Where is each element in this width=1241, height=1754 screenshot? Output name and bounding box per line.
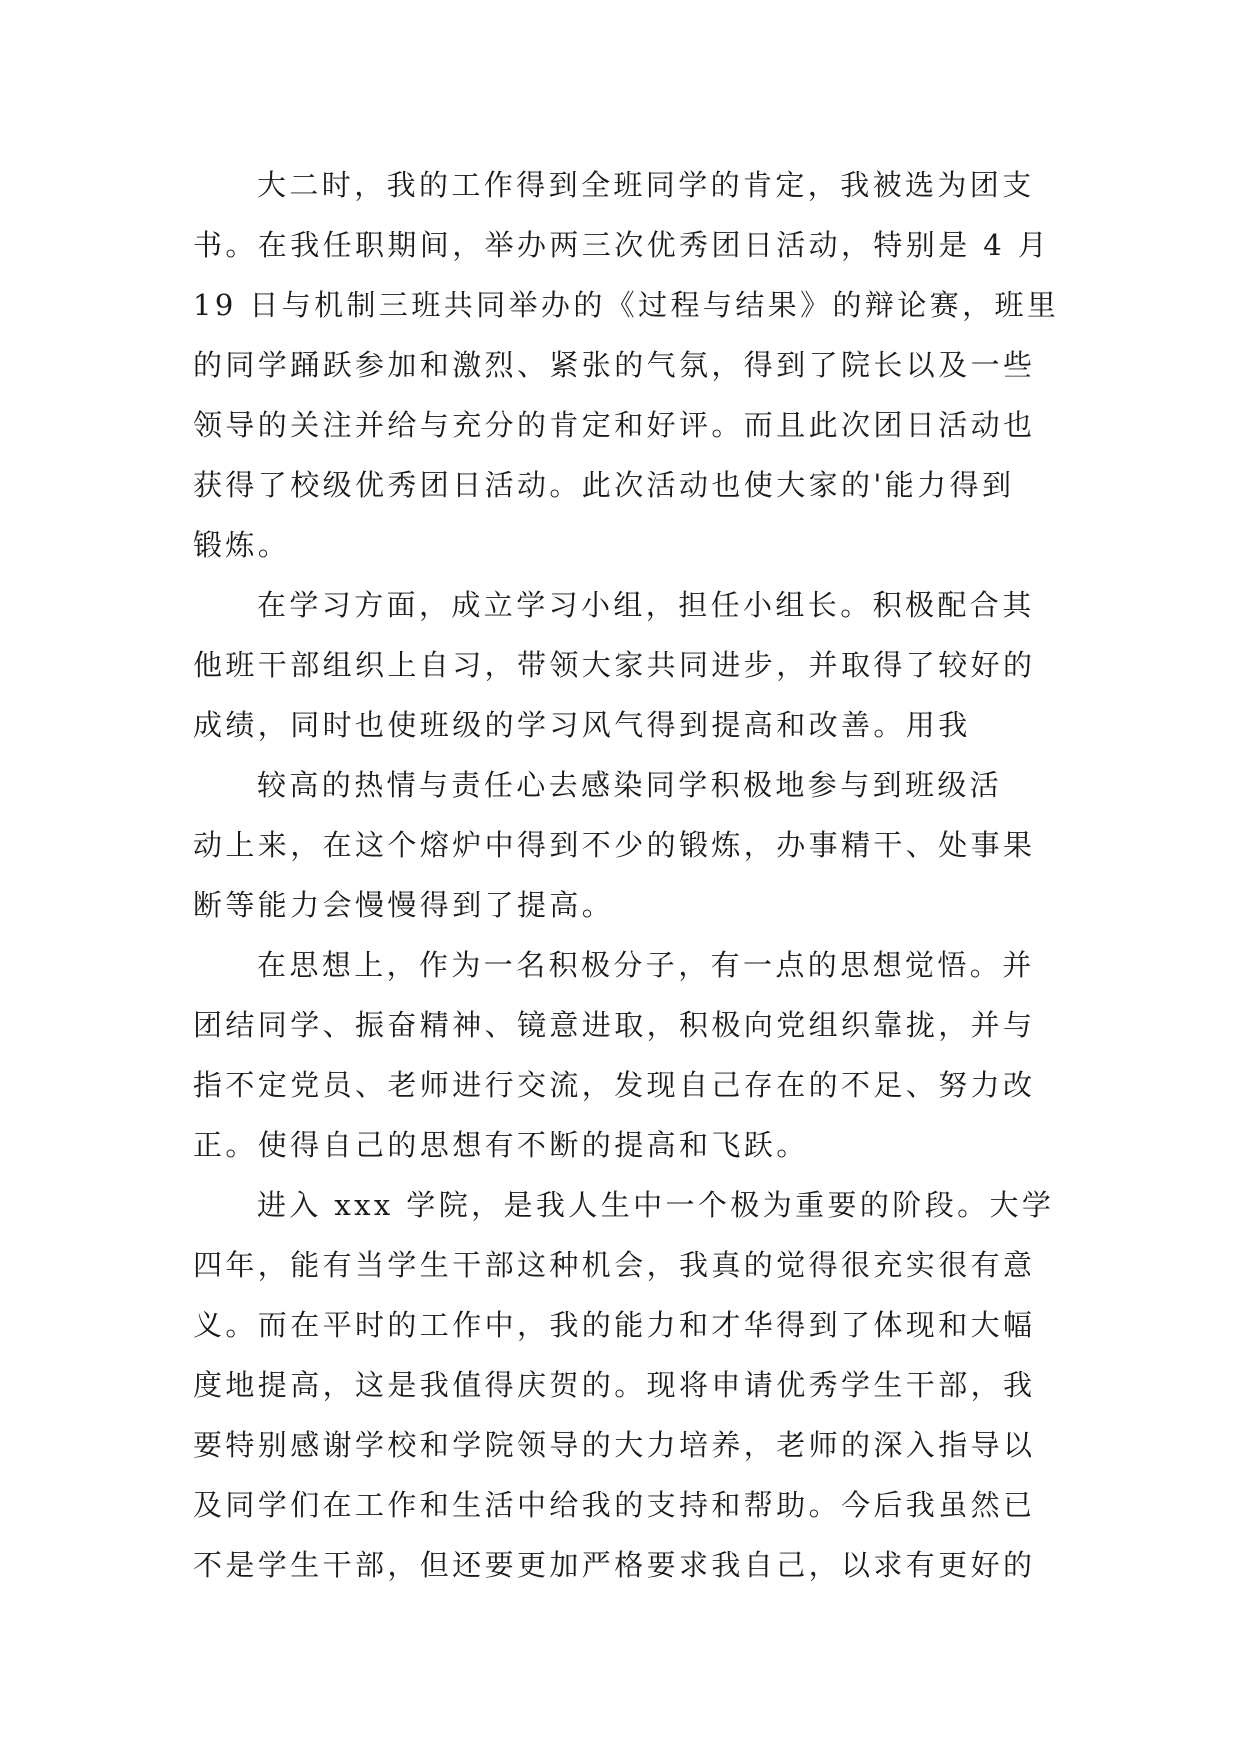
paragraph-1 <box>193 155 1060 575</box>
text-line: 动上来，在这个熔炉中得到不少的锻炼，办事精干、处事果 <box>193 828 1036 862</box>
text-line: 大二时，我的工作得到全班同学的肯定，我被选为团支 <box>257 168 1035 202</box>
paragraph-3 <box>193 755 1051 935</box>
document-body <box>193 155 1060 1595</box>
text-line: 他班干部组织上自习，带领大家共同进步，并取得了较好的 <box>193 648 1036 682</box>
text-line: 进入 xxx 学院，是我人生中一个极为重要的阶段。大学 <box>257 1188 1055 1222</box>
text-line: 及同学们在工作和生活中给我的支持和帮助。今后我虽然已 <box>193 1488 1036 1522</box>
text-line: 较高的热情与责任心去感染同学积极地参与到班级活 <box>257 768 1003 802</box>
paragraph-4 <box>193 935 1051 1175</box>
text-line: 在思想上，作为一名积极分子，有一点的思想觉悟。并 <box>257 948 1035 982</box>
text-line: 义。而在平时的工作中，我的能力和才华得到了体现和大幅 <box>193 1308 1036 1342</box>
text-line: 成绩，同时也使班级的学习风气得到提高和改善。用我 <box>193 708 971 742</box>
text-line: 书。在我任职期间，举办两三次优秀团日活动，特别是 4 月 <box>193 228 1051 262</box>
text-line: 指不定党员、老师进行交流，发现自己存在的不足、努力改 <box>193 1068 1036 1102</box>
text-line: 团结同学、振奋精神、镜意进取，积极向党组织靠拢，并与 <box>193 1008 1036 1042</box>
text-line: 断等能力会慢慢得到了提高。 <box>193 888 615 922</box>
text-line: 的同学踊跃参加和激烈、紧张的气氛，得到了院长以及一些 <box>193 348 1036 382</box>
text-line: 在学习方面，成立学习小组，担任小组长。积极配合其 <box>257 588 1035 622</box>
text-line: 19 日与机制三班共同举办的《过程与结果》的辩论赛，班里 <box>193 288 1060 322</box>
text-line: 不是学生干部，但还要更加严格要求我自己，以求有更好的 <box>193 1548 1036 1582</box>
paragraph-5 <box>193 1175 1055 1595</box>
text-line: 正。使得自己的思想有不断的提高和飞跃。 <box>193 1128 809 1162</box>
paragraph-2 <box>193 575 1051 755</box>
text-line: 领导的关注并给与充分的肯定和好评。而且此次团日活动也 <box>193 408 1036 442</box>
text-line: 要特别感谢学校和学院领导的大力培养，老师的深入指导以 <box>193 1428 1036 1462</box>
text-line: 度地提高，这是我值得庆贺的。现将申请优秀学生干部，我 <box>193 1368 1036 1402</box>
text-line: 四年，能有当学生干部这种机会，我真的觉得很充实很有意 <box>193 1248 1036 1282</box>
text-line: 获得了校级优秀团日活动。此次活动也使大家的'能力得到 <box>193 468 1015 502</box>
text-line: 锻炼。 <box>193 528 291 562</box>
